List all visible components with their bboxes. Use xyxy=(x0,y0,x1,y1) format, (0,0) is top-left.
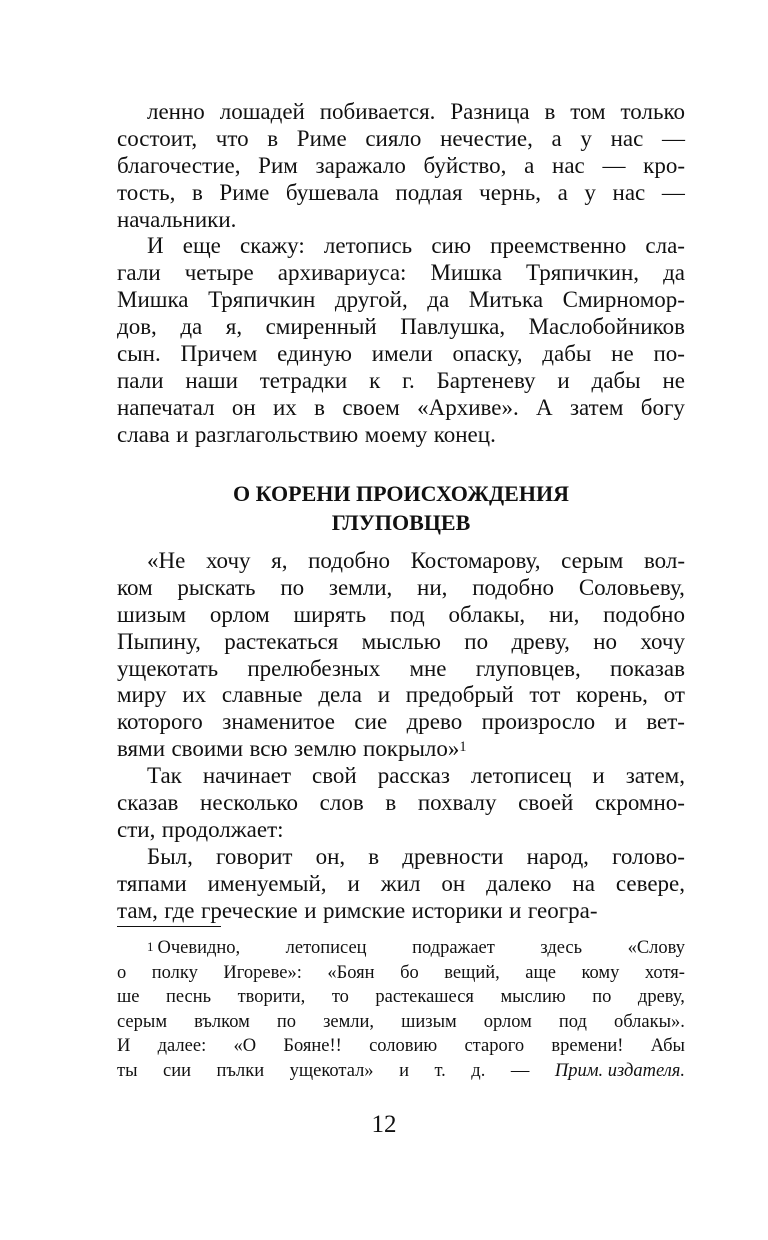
text-line: Был, говорит он, в древности народ, голово- xyxy=(147,843,685,869)
text-line: гали четыре архивариуса: Мишка Тряпичкин, да xyxy=(117,260,685,286)
text-line: И еще скажу: летопись сию преемственно сла- xyxy=(147,233,685,259)
footnote-divider xyxy=(117,926,221,927)
text-line: шизым орлом ширять под облакы, ни, подобно xyxy=(117,601,685,627)
footnote xyxy=(117,936,685,1083)
text-line: напечатал он их в своем «Архиве». А затем богу xyxy=(117,394,685,420)
chapter-heading xyxy=(117,479,685,537)
top-text-block xyxy=(117,99,685,449)
text-line: ком рыскать по земли, ни, подобно Соловьеву, xyxy=(117,574,685,600)
text-line: пали наши тетрадки к г. Бартеневу и дабы не xyxy=(117,367,685,393)
text-line: Пыпину, растекаться мыслью по древу, но хочу xyxy=(117,628,685,654)
text-line: сказав несколько слов в похвалу своей скромно- xyxy=(117,790,685,816)
text-line: сын. Причем единую имели опаску, дабы не по- xyxy=(117,341,685,367)
paragraph xyxy=(117,844,685,925)
footnote-line: $^1$ Очевидно, летописец подражает здесь «Слову xyxy=(147,938,685,958)
main-text-block xyxy=(117,548,685,924)
text-line: начальники. xyxy=(117,206,237,232)
text-line: ущекотать прелюбезных мне глуповцев, показав xyxy=(117,655,685,681)
footnote-line: И далее: «О Бояне!! соловию старого времени! Абы xyxy=(117,1036,685,1056)
paragraph xyxy=(117,99,685,233)
text-line: состоит, что в Риме сияло нечестие, а у нас — xyxy=(117,125,685,151)
footnote-line: о полку Игореве»: «Боян бо вещий, аще кому хотя- xyxy=(117,962,685,983)
footnote-line: ты сии пълки ущекотал» и т. д. — Прим. издателя. xyxy=(117,1060,685,1081)
text-line: ленно лошадей побивается. Разница в том только xyxy=(147,99,685,124)
text-line: дов, да я, смиренный Павлушка, Маслобойников xyxy=(117,314,685,340)
text-line: миру их славные дела и предобрый тот корень, от xyxy=(117,682,685,708)
footnote-reference: 1 xyxy=(459,739,467,756)
text-line: тость, в Риме бушевала подлая чернь, а у нас — xyxy=(117,179,685,205)
text-line: вями своими всю землю покрыло»$^1$ xyxy=(117,736,467,762)
text-line: тяпами именуемый, и жил он далеко на севере, xyxy=(117,870,685,896)
paragraph xyxy=(117,763,685,844)
text-line: сти, продолжает: xyxy=(117,816,284,842)
paragraph xyxy=(117,548,685,763)
footnote-attribution: Прим. издателя. xyxy=(554,1060,685,1081)
text-line: там, где греческие и римские историки и геогра- xyxy=(117,897,598,923)
footnote-line: серым вълком по земли, шизым орлом под облакы». xyxy=(117,1011,685,1032)
text-line: Мишка Тряпичкин другой, да Митька Смирномор- xyxy=(117,287,685,313)
text-line: «Не хочу я, подобно Костомарову, серым вол- xyxy=(147,548,685,573)
chapter-heading-line-2: ГЛУПОВЦЕВ xyxy=(331,510,471,535)
footnote-line: ше песнь творити, то растекашеся мыслию по древу, xyxy=(117,987,685,1007)
paragraph xyxy=(117,233,685,448)
text-line: благочестие, Рим заражало буйство, а нас — кро- xyxy=(117,152,685,178)
text-line: слава и разглагольствию моему конец. xyxy=(117,421,496,447)
page-number: 12 xyxy=(371,1111,397,1138)
text-line: которого знаменитое сие древо произросло и вет- xyxy=(117,709,685,735)
footnote-marker: 1 xyxy=(147,938,154,954)
chapter-heading-line-1: О КОРЕНИ ПРОИСХОЖДЕНИЯ xyxy=(233,481,569,506)
text-line: Так начинает свой рассказ летописец и затем, xyxy=(147,763,685,789)
